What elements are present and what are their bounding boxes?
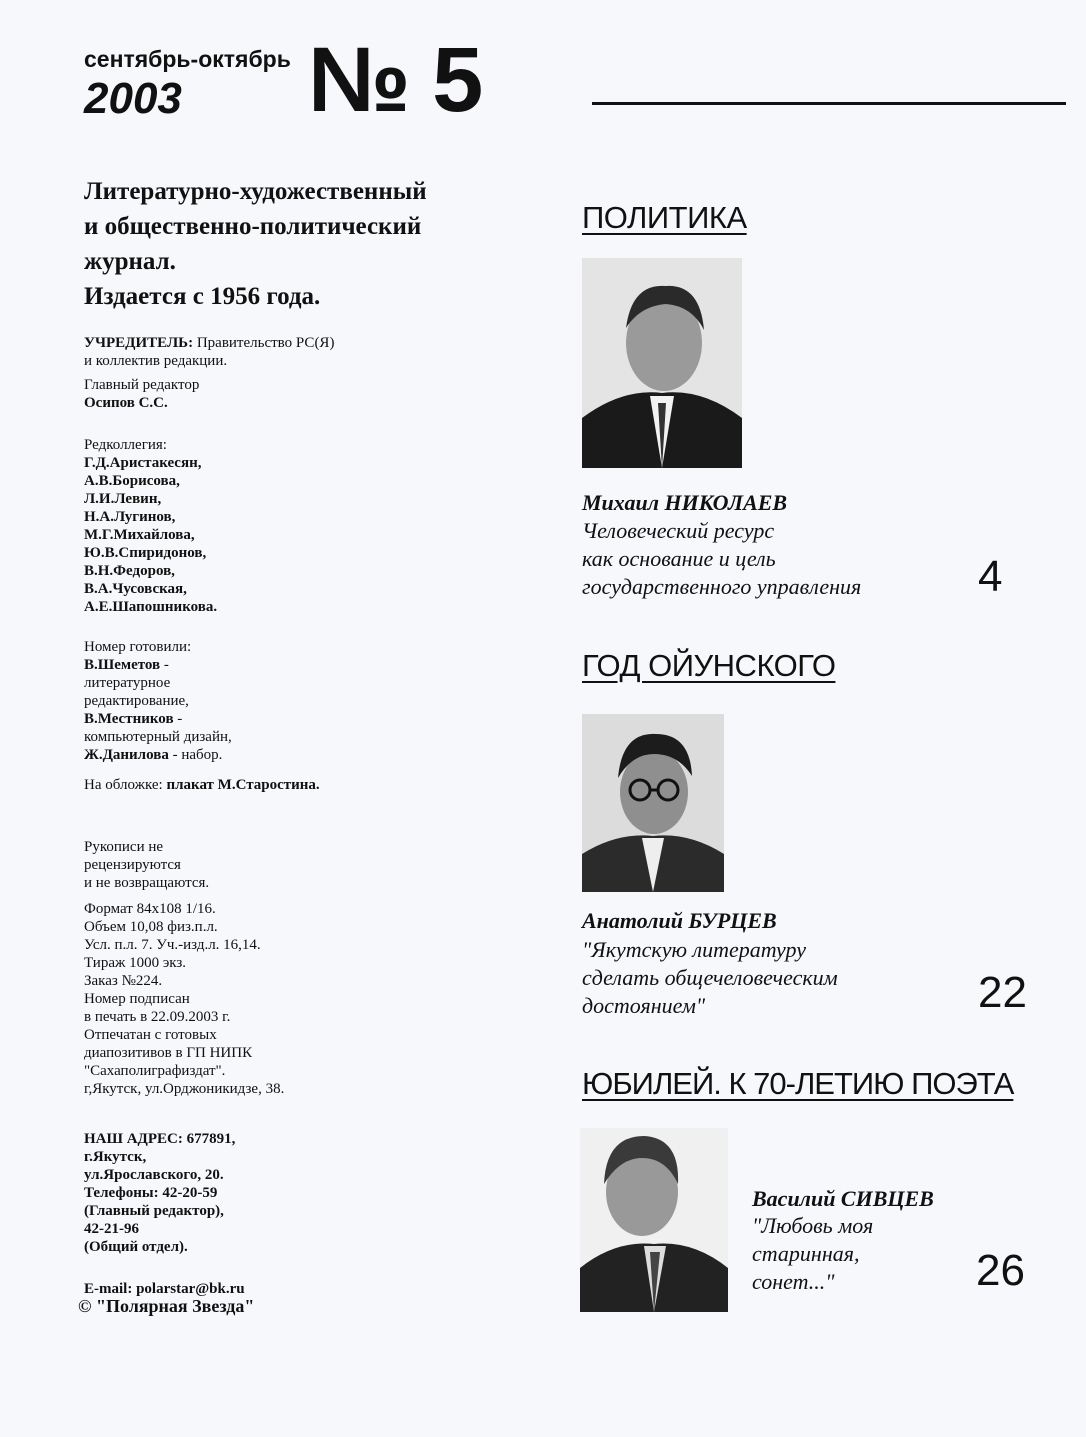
article-title-line: старинная,: [752, 1241, 860, 1266]
preparer-role: литературное: [84, 675, 171, 691]
article-title-line: "Любовь моя: [752, 1213, 874, 1238]
header-rule: [592, 102, 1066, 105]
article-title-line: достоянием": [582, 993, 706, 1018]
note-line: и не возвращаются.: [84, 875, 210, 891]
author-name: Василий СИВЦЕВ: [752, 1186, 934, 1211]
portrait-icon: [582, 258, 742, 468]
copyright-text: "Полярная Звезда": [95, 1296, 255, 1316]
board-member: В.А.Чусовская,: [84, 581, 187, 597]
board-member: А.Е.Шапошникова.: [84, 599, 218, 615]
preparer-role: набор.: [181, 747, 223, 763]
cover-label: На обложке:: [84, 777, 163, 793]
print-info-line: Тираж 1000 экз.: [84, 955, 187, 971]
author-name: Михаил НИКОЛАЕВ: [582, 490, 788, 515]
chief-editor-label: Главный редактор: [84, 377, 200, 393]
board-member: А.В.Борисова,: [84, 473, 180, 489]
note-line: Рукописи не: [84, 839, 164, 855]
manuscripts-note: [84, 838, 484, 892]
print-info-line: диапозитивов в ГП НИПК: [84, 1045, 253, 1061]
founder-label: УЧРЕДИТЕЛЬ:: [84, 335, 194, 351]
print-info-line: в печать в 22.09.2003 г.: [84, 1009, 231, 1025]
article-title: [582, 517, 861, 601]
tagline-line: журнал.: [84, 248, 176, 275]
article-title-line: сделать общечеловеческим: [582, 965, 838, 990]
founder-text: Правительство РС(Я): [196, 335, 335, 351]
print-info-line: Номер подписан: [84, 991, 190, 1007]
article-title-line: государственного управления: [582, 574, 862, 599]
page-number[interactable]: 26: [976, 1246, 1025, 1295]
address-line: Телефоны: 42-20-59: [84, 1185, 218, 1201]
print-info-line: "Сахаполиграфиздат".: [84, 1063, 226, 1079]
preparer-name: В.Шеметов: [84, 657, 161, 673]
address-line: г.Якутск,: [84, 1149, 147, 1165]
email: E-mail: polarstar@bk.ru: [84, 1281, 245, 1297]
chief-editor-block: [84, 376, 484, 412]
founder-block: [84, 334, 484, 370]
issue-year: 2003: [84, 74, 182, 123]
issue-month: сентябрь-октябрь: [84, 46, 291, 72]
board-member: М.Г.Михайлова,: [84, 527, 195, 543]
article-title: [582, 936, 838, 1020]
preparer-role: компьютерный дизайн,: [84, 729, 232, 745]
author-photo-burtsev: [582, 714, 724, 892]
print-info-line: Формат 84x108 1/16.: [84, 901, 216, 917]
preparer-name: Ж.Данилова: [84, 747, 169, 763]
tagline-line: и общественно-политический: [84, 213, 422, 240]
copyright: [78, 1296, 254, 1317]
editorial-board-label: Редколлегия:: [84, 437, 167, 453]
page-number[interactable]: 4: [978, 552, 1003, 601]
issue-number: № 5: [308, 29, 482, 131]
address-line: НАШ АДРЕС: 677891,: [84, 1131, 236, 1147]
journal-tagline: [84, 174, 554, 314]
section-title-oyunsky-year: ГОД ОЙУНСКОГО: [582, 648, 836, 683]
board-member: Г.Д.Аристакесян,: [84, 455, 202, 471]
print-info-line: Заказ №224.: [84, 973, 163, 989]
note-line: рецензируются: [84, 857, 181, 873]
address-line: ул.Ярославского, 20.: [84, 1167, 224, 1183]
prepared-by-label: Номер готовили:: [84, 639, 192, 655]
address-line: 42-21-96: [84, 1221, 139, 1237]
separator-dash: -: [172, 747, 178, 763]
print-info-line: г,Якутск, ул.Орджоникидзе, 38.: [84, 1081, 285, 1097]
print-info-line: Объем 10,08 физ.п.л.: [84, 919, 218, 935]
board-member: Л.И.Левин,: [84, 491, 162, 507]
author-photo-nikolaev: [582, 258, 742, 468]
article-title-line: как основание и цель: [582, 546, 776, 571]
board-member: Н.А.Лугинов,: [84, 509, 176, 525]
chief-editor-name: Осипов С.С.: [84, 395, 168, 411]
tagline-line: Литературно-художественный: [84, 178, 427, 205]
author-name: Анатолий БУРЦЕВ: [582, 908, 777, 933]
preparer-name: В.Местников: [84, 711, 174, 727]
separator-dash: -: [177, 711, 183, 727]
address-line: (Общий отдел).: [84, 1239, 188, 1255]
board-member: Ю.В.Спиридонов,: [84, 545, 207, 561]
portrait-icon: [580, 1128, 728, 1312]
cover-value: плакат М.Старостина.: [166, 777, 320, 793]
article-title-line: "Якутскую литературу: [582, 937, 807, 962]
copyright-icon: ©: [78, 1296, 92, 1316]
article-title: [752, 1212, 873, 1296]
address-block: [84, 1130, 484, 1256]
prepared-by-block: [84, 638, 484, 764]
article-title-line: Человеческий ресурс: [582, 518, 775, 543]
tagline-line: Издается с 1956 года.: [84, 283, 321, 310]
editorial-board: [84, 436, 484, 616]
section-title-politics: ПОЛИТИКА: [582, 200, 747, 235]
address-line: (Главный редактор),: [84, 1203, 224, 1219]
print-info-line: Усл. п.л. 7. Уч.-изд.л. 16,14.: [84, 937, 261, 953]
board-member: В.Н.Федоров,: [84, 563, 175, 579]
print-info-line: Отпечатан с готовых: [84, 1027, 217, 1043]
article-title-line: сонет...": [752, 1269, 835, 1294]
founder-text: и коллектив редакции.: [84, 353, 228, 369]
preparer-role: редактирование,: [84, 693, 189, 709]
print-info: [84, 900, 484, 1098]
section-title-jubilee: ЮБИЛЕЙ. К 70-ЛЕТИЮ ПОЭТА: [582, 1066, 1014, 1101]
cover-credit: [84, 776, 484, 794]
separator-dash: -: [163, 657, 169, 673]
portrait-icon: [582, 714, 724, 892]
author-photo-sivtsev: [580, 1128, 728, 1312]
page-number[interactable]: 22: [978, 968, 1027, 1017]
